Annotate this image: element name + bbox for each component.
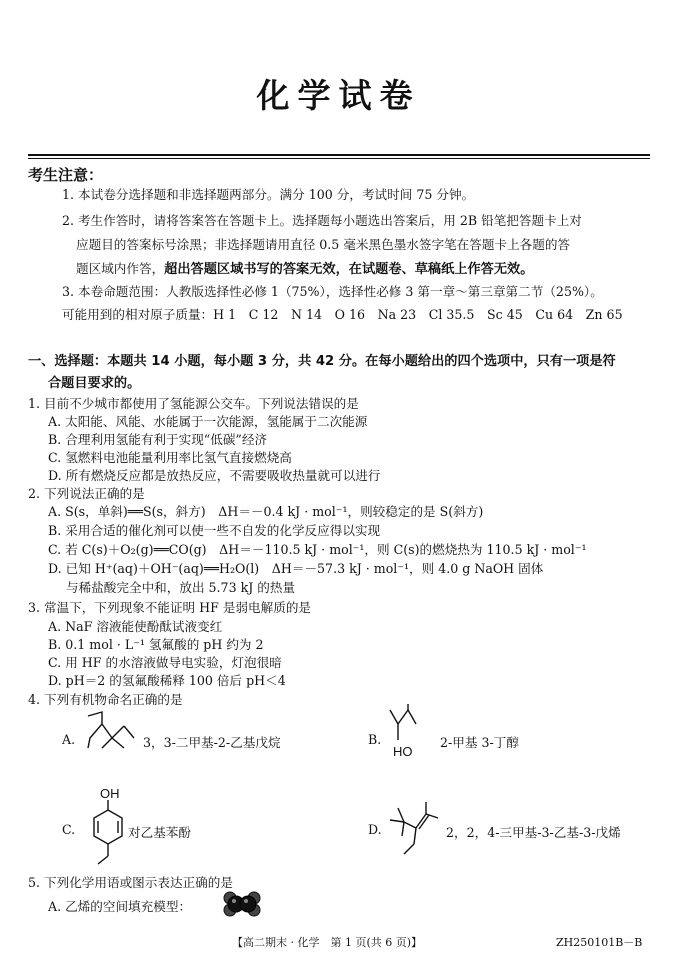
- q4-option-a-letter: A.: [62, 732, 76, 747]
- ethylene-space-filling-model: [222, 890, 262, 918]
- q2-option-c: C. 若 C(s)＋O₂(g)══CO(g) ΔH＝－110.5 kJ · mol⁻¹，则 C(s)的燃烧热为 110.5 kJ · mol⁻¹: [48, 542, 587, 557]
- q4-option-b-hydroxyl-label: HO: [393, 744, 413, 759]
- top-rule-thin: [28, 158, 650, 159]
- q4-option-c-name: 对乙基苯酚: [128, 825, 191, 840]
- q2-option-a: A. S(s，单斜)══S(s，斜方) ΔH＝－0.4 kJ · mol⁻¹，则较稳定的是 S(斜方): [48, 504, 484, 519]
- q4-option-d-structure: [384, 800, 440, 860]
- notice-item-2-warning: 超出答题区域书写的答案无效，在试题卷、草稿纸上作答无效。: [164, 262, 534, 277]
- q3-option-a: A. NaF 溶液能使酚酞试液变红: [48, 619, 223, 634]
- section-1-heading-line-1: 一、选择题：本题共 14 小题，每小题 3 分，共 42 分。在每小题给出的四个选项中，只有一项是符: [28, 354, 616, 369]
- q5-stem: 5. 下列化学用语或图示表达正确的是: [28, 875, 233, 890]
- footer-page-info: 【高二期末 · 化学 第 1 页(共 6 页)】: [232, 936, 423, 949]
- q4-option-b-name: 2-甲基 3-丁醇: [440, 735, 519, 750]
- top-rule-thick: [28, 154, 650, 156]
- q2-stem: 2. 下列说法正确的是: [28, 486, 145, 501]
- q3-option-b: B. 0.1 mol · L⁻¹ 氢氟酸的 pH 约为 2: [48, 637, 264, 652]
- q1-stem: 1. 目前不少城市都使用了氢能源公交车。下列说法错误的是: [28, 396, 359, 411]
- q3-option-d: D. pH＝2 的氢氟酸稀释 100 倍后 pH＜4: [48, 673, 286, 688]
- q4-option-c-structure: [88, 800, 128, 870]
- q1-option-c: C. 氢燃料电池能量利用率比氢气直接燃烧高: [48, 450, 292, 465]
- section-1-heading-line-2: 合题目要求的。: [48, 376, 141, 391]
- footer-paper-code: ZH250101B－B: [556, 936, 643, 949]
- q2-option-d-line-2: 与稀盐酸完全中和，放出 5.73 kJ 的热量: [66, 580, 296, 595]
- q1-option-d: D. 所有燃烧反应都是放热反应，不需要吸收热量就可以进行: [48, 468, 381, 483]
- q1-option-a: A. 太阳能、风能、水能属于一次能源，氢能属于二次能源: [48, 414, 368, 429]
- q4-option-a-name: 3，3-二甲基-2-乙基戊烷: [143, 735, 281, 750]
- atomic-masses: 可能用到的相对原子质量：H 1 C 12 N 14 O 16 Na 23 Cl 35.5 Sc 45 Cu 64 Zn 65: [62, 307, 623, 322]
- notice-item-2-line-2: 应题目的答案标号涂黑；非选择题请用直径 0.5 毫米黑色墨水签字笔在答题卡上各题的答: [76, 237, 571, 252]
- notice-item-2-line-1: 2. 考生作答时，请将答案答在答题卡上。选择题每小题选出答案后，用 2B 铅笔把答题卡上对: [62, 213, 582, 228]
- q5-option-a: A. 乙烯的空间填充模型：: [48, 899, 192, 914]
- q4-stem: 4. 下列有机物命名正确的是: [28, 692, 183, 707]
- notice-item-2-line-3: [76, 261, 533, 278]
- q4-option-c-letter: C.: [62, 822, 76, 837]
- notice-item-2-line-3-plain: 题区域内作答，: [76, 261, 165, 276]
- notice-heading: 考生注意：: [28, 166, 104, 184]
- q3-stem: 3. 常温下，下列现象不能证明 HF 是弱电解质的是: [28, 600, 312, 615]
- q2-option-b: B. 采用合适的催化剂可以使一些不自发的化学反应得以实现: [48, 523, 381, 538]
- q4-option-b-structure: [384, 704, 428, 744]
- q4-option-c-hydroxyl-label: OH: [100, 786, 120, 801]
- q4-option-d-name: 2，2，4-三甲基-3-乙基-3-戊烯: [446, 825, 621, 840]
- notice-item-3: 3. 本卷命题范围：人教版选择性必修 1（75%），选择性必修 3 第一章～第三章第二节（25%）。: [62, 284, 603, 299]
- q4-option-a-structure: [84, 710, 144, 750]
- page-title: 化学试卷: [256, 76, 421, 115]
- q4-option-d-letter: D.: [368, 822, 382, 837]
- notice-item-1: 1. 本试卷分选择题和非选择题两部分。满分 100 分，考试时间 75 分钟。: [62, 187, 475, 202]
- q3-option-c: C. 用 HF 的水溶液做导电实验，灯泡很暗: [48, 655, 282, 670]
- q2-option-d-line-1: D. 已知 H⁺(aq)＋OH⁻(aq)══H₂O(l) ΔH＝－57.3 kJ · mol⁻¹，则 4.0 g NaOH 固体: [48, 561, 544, 576]
- q1-option-b: B. 合理利用氢能有利于实现“低碳”经济: [48, 432, 268, 447]
- q4-option-b-letter: B.: [368, 732, 382, 747]
